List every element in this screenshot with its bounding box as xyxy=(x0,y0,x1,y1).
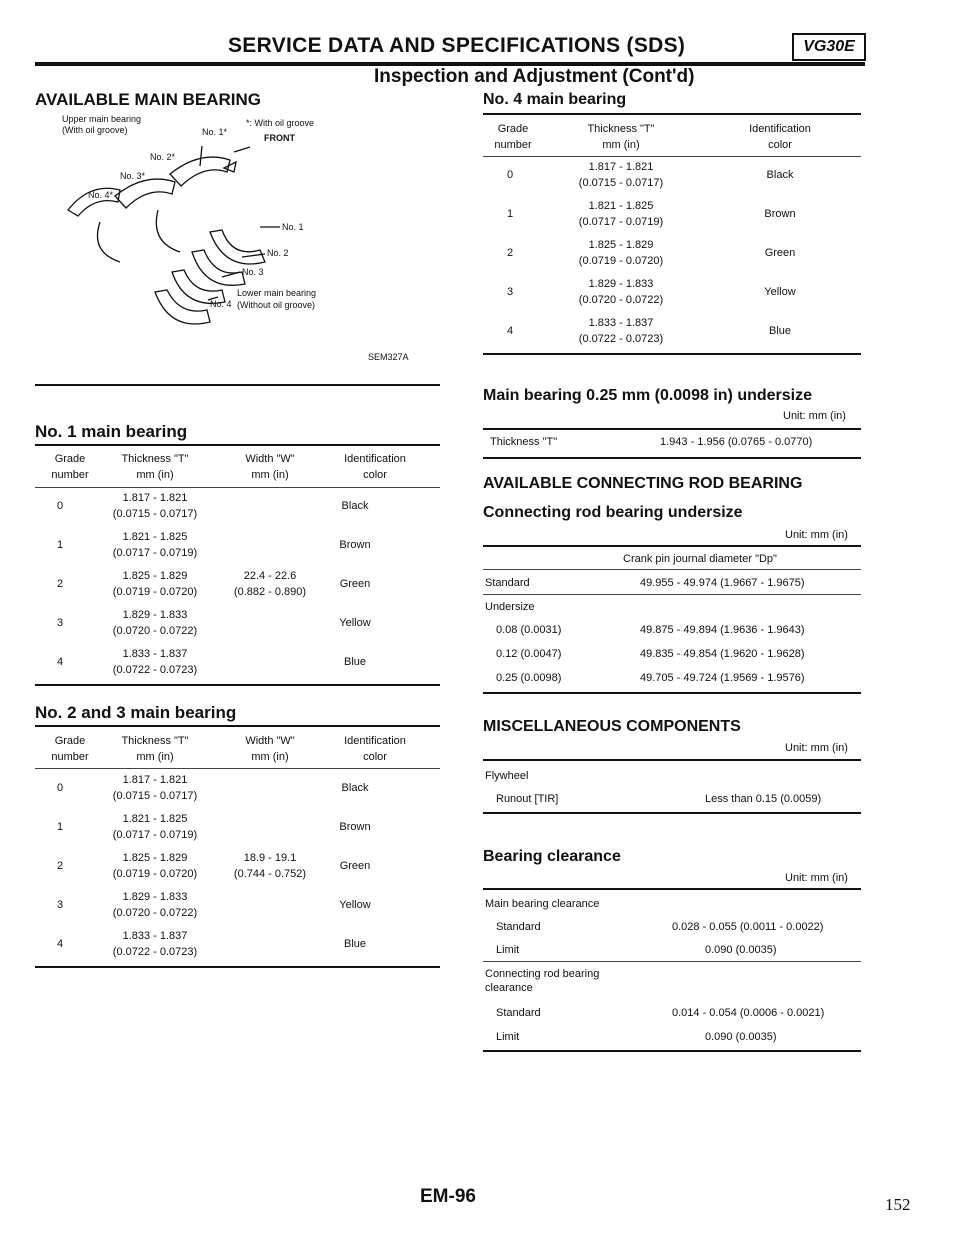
col-header: Grade number xyxy=(51,453,89,481)
undersize-value: 49.875 - 49.894 (1.9636 - 1.9643) xyxy=(640,624,805,636)
upper-label-2: (With oil groove) xyxy=(62,125,128,135)
grade: 4 xyxy=(56,938,64,950)
grade: 1 xyxy=(56,539,64,551)
col-header: Identification color xyxy=(344,453,406,481)
color: Black xyxy=(766,169,794,181)
grade: 3 xyxy=(506,286,514,298)
groove-note: *: With oil groove xyxy=(246,118,315,128)
bearing-illustration xyxy=(60,112,440,372)
col-header: Grade number xyxy=(494,123,532,151)
thickness: 1.829 - 1.833 (0.0720 - 0.0722) xyxy=(112,891,198,919)
engine-badge: VG30E xyxy=(792,33,866,61)
grade: 4 xyxy=(56,656,64,668)
undersize-label: Thickness "T" xyxy=(490,436,558,448)
label-no2: No. 2 xyxy=(267,248,289,258)
undersize-heading: Main bearing 0.25 mm (0.0098 in) undersize xyxy=(483,387,812,404)
label-no3-star: No. 3* xyxy=(120,171,146,181)
clearance-heading: Bearing clearance xyxy=(483,848,621,865)
color: Green xyxy=(339,860,371,872)
color: Blue xyxy=(343,938,367,950)
main-std-label: Standard xyxy=(496,921,541,933)
unit-label: Unit: mm (in) xyxy=(785,529,848,541)
undersize-value: 49.705 - 49.724 (1.9569 - 1.9576) xyxy=(640,672,805,684)
page-title: SERVICE DATA AND SPECIFICATIONS (SDS) xyxy=(228,34,686,57)
grade: 3 xyxy=(56,617,64,629)
rule xyxy=(35,768,440,769)
color: Black xyxy=(341,500,369,512)
main-bearing-diagram xyxy=(60,112,440,372)
col-header: Thickness "T" mm (in) xyxy=(121,453,189,481)
thickness: 1.833 - 1.837 (0.0722 - 0.0723) xyxy=(578,317,664,345)
conrod-subheading: Connecting rod bearing undersize xyxy=(483,504,743,521)
rule xyxy=(35,966,440,968)
runout-value: Less than 0.15 (0.0059) xyxy=(705,793,822,805)
unit-label: Unit: mm (in) xyxy=(785,872,848,884)
main-limit-value: 0.090 (0.0035) xyxy=(705,944,777,956)
main-limit-label: Limit xyxy=(496,944,520,956)
col-header: Identification color xyxy=(749,123,811,151)
rod-std-value: 0.014 - 0.054 (0.0006 - 0.0021) xyxy=(672,1007,825,1019)
label-no1-star: No. 1* xyxy=(202,127,228,137)
undersize-label: Undersize xyxy=(485,601,535,613)
unit-label: Unit: mm (in) xyxy=(785,742,848,754)
col-header: Thickness "T" mm (in) xyxy=(121,735,189,763)
grade: 0 xyxy=(506,169,514,181)
rule xyxy=(483,457,861,459)
grade: 4 xyxy=(506,325,514,337)
no23-heading: No. 2 and 3 main bearing xyxy=(35,703,237,722)
grade: 1 xyxy=(56,821,64,833)
upper-shell-no3 xyxy=(115,179,175,208)
diagram-code: SEM327A xyxy=(368,352,409,362)
thickness: 1.833 - 1.837 (0.0722 - 0.0723) xyxy=(112,648,198,676)
rod-clearance-label: Connecting rod bearing clearance xyxy=(485,968,600,994)
thickness: 1.817 - 1.821 (0.0715 - 0.0717) xyxy=(578,161,664,189)
thickness: 1.829 - 1.833 (0.0720 - 0.0722) xyxy=(578,278,664,306)
label-no4-star: No. 4* xyxy=(88,190,114,200)
label-no1: No. 1 xyxy=(282,222,304,232)
rule xyxy=(483,759,861,761)
no1-heading: No. 1 main bearing xyxy=(35,422,188,441)
conrod-heading: AVAILABLE CONNECTING ROD BEARING xyxy=(483,475,803,492)
rule xyxy=(483,1050,861,1052)
front-label: FRONT xyxy=(264,133,295,143)
col-header: Width "W" mm (in) xyxy=(245,453,295,481)
thickness: 1.821 - 1.825 (0.0717 - 0.0719) xyxy=(112,531,198,559)
unit-label: Unit: mm (in) xyxy=(783,410,846,422)
runout-label: Runout [TIR] xyxy=(496,793,559,805)
color: Brown xyxy=(339,539,371,551)
rule xyxy=(483,156,861,157)
conrod-col-header: Crank pin journal diameter "Dp" xyxy=(623,553,777,565)
rod-limit-label: Limit xyxy=(496,1031,520,1043)
rule xyxy=(483,545,861,547)
main-clearance-label: Main bearing clearance xyxy=(485,898,600,910)
rule xyxy=(483,428,861,430)
color: Blue xyxy=(768,325,792,337)
grade: 2 xyxy=(506,247,514,259)
grade: 0 xyxy=(56,782,64,794)
color: Black xyxy=(341,782,369,794)
undersize-size: 0.08 (0.0031) xyxy=(496,624,562,636)
page-code: EM-96 xyxy=(420,1186,476,1207)
thickness: 1.817 - 1.821 (0.0715 - 0.0717) xyxy=(112,492,198,520)
main-std-value: 0.028 - 0.055 (0.0011 - 0.0022) xyxy=(672,921,824,933)
page-number: 152 xyxy=(885,1195,911,1214)
flywheel-label: Flywheel xyxy=(485,770,529,782)
thickness: 1.817 - 1.821 (0.0715 - 0.0717) xyxy=(112,774,198,802)
rule xyxy=(483,569,861,570)
lower-shell-no2 xyxy=(192,250,245,285)
standard-value: 49.955 - 49.974 (1.9667 - 1.9675) xyxy=(640,577,805,589)
rule xyxy=(35,684,440,686)
upper-label-1: Upper main bearing xyxy=(62,114,142,124)
col-header: Thickness "T" mm (in) xyxy=(587,123,655,151)
color: Yellow xyxy=(339,617,371,629)
lower-shell-no4 xyxy=(155,290,210,324)
misc-heading: MISCELLANEOUS COMPONENTS xyxy=(483,718,741,735)
color: Yellow xyxy=(764,286,796,298)
rule xyxy=(35,384,440,386)
grade: 3 xyxy=(56,899,64,911)
color: Yellow xyxy=(339,899,371,911)
color: Brown xyxy=(339,821,371,833)
rule xyxy=(35,725,440,727)
undersize-size: 0.25 (0.0098) xyxy=(496,672,562,684)
rule xyxy=(483,812,861,814)
label-no3: No. 3 xyxy=(242,267,264,277)
rule xyxy=(483,353,861,355)
undersize-value: 1.943 - 1.956 (0.0765 - 0.0770) xyxy=(660,436,813,448)
rule xyxy=(483,594,861,595)
standard-label: Standard xyxy=(485,577,530,589)
grade: 1 xyxy=(506,208,514,220)
page-subtitle: Inspection and Adjustment (Cont'd) xyxy=(374,66,695,87)
rule xyxy=(483,888,861,890)
rule xyxy=(483,961,861,962)
undersize-value: 49.835 - 49.854 (1.9620 - 1.9628) xyxy=(640,648,805,660)
thickness: 1.821 - 1.825 (0.0717 - 0.0719) xyxy=(112,813,198,841)
no4-heading: No. 4 main bearing xyxy=(483,91,627,108)
rule xyxy=(483,692,861,694)
label-no2-star: No. 2* xyxy=(150,152,176,162)
rule xyxy=(35,487,440,488)
undersize-size: 0.12 (0.0047) xyxy=(496,648,562,660)
col-header: Grade number xyxy=(51,735,89,763)
thickness: 1.825 - 1.829 (0.0719 - 0.0720) xyxy=(112,570,198,598)
color: Green xyxy=(764,247,796,259)
grade: 2 xyxy=(56,860,64,872)
rod-std-label: Standard xyxy=(496,1007,541,1019)
available-main-bearing-heading: AVAILABLE MAIN BEARING xyxy=(35,90,262,109)
color: Brown xyxy=(764,208,796,220)
thickness: 1.833 - 1.837 (0.0722 - 0.0723) xyxy=(112,930,198,958)
color: Green xyxy=(339,578,371,590)
width: 22.4 - 22.6 (0.882 - 0.890) xyxy=(233,570,307,598)
width: 18.9 - 19.1 (0.744 - 0.752) xyxy=(233,852,307,880)
col-header: Width "W" mm (in) xyxy=(245,735,295,763)
label-no4: No. 4 xyxy=(210,299,232,309)
col-header: Identification color xyxy=(344,735,406,763)
rule xyxy=(35,444,440,446)
color: Blue xyxy=(343,656,367,668)
thickness: 1.829 - 1.833 (0.0720 - 0.0722) xyxy=(112,609,198,637)
grade: 0 xyxy=(56,500,64,512)
lower-label-2: (Without oil groove) xyxy=(237,300,316,310)
grade: 2 xyxy=(56,578,64,590)
thickness: 1.825 - 1.829 (0.0719 - 0.0720) xyxy=(112,852,198,880)
rule xyxy=(483,113,861,115)
thickness: 1.825 - 1.829 (0.0719 - 0.0720) xyxy=(578,239,664,267)
lower-shell-no1 xyxy=(210,230,265,264)
thickness: 1.821 - 1.825 (0.0717 - 0.0719) xyxy=(578,200,664,228)
lower-label-1: Lower main bearing xyxy=(237,288,317,298)
rod-limit-value: 0.090 (0.0035) xyxy=(705,1031,777,1043)
